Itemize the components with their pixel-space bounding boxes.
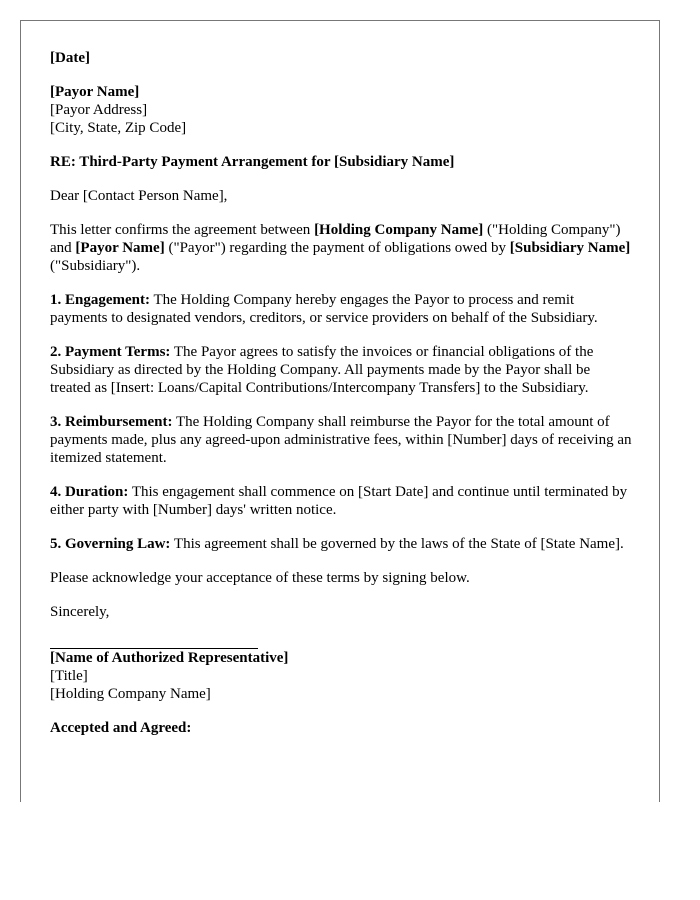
intro-text-1: This letter confirms the agreement between xyxy=(50,222,315,238)
signatory-name: [Name of Authorized Representative] xyxy=(50,650,289,666)
section-governing-law xyxy=(50,535,634,553)
intro-paragraph xyxy=(50,221,634,275)
section-text: The Holding Company hereby engages the Payor to process and remit payments to designated vendors, creditors, or service providers on behalf of the Subsidiary. xyxy=(50,292,598,326)
section-engagement xyxy=(50,291,634,327)
recipient-city-state-zip: [City, State, Zip Code] xyxy=(50,120,187,136)
subject-line: RE: Third-Party Payment Arrangement for [Subsidiary Name] xyxy=(50,154,455,170)
section-heading: 3. Reimbursement: xyxy=(50,414,173,430)
letter-date: [Date] xyxy=(50,50,90,66)
signatory-title: [Title] xyxy=(50,668,88,684)
closing: Sincerely, xyxy=(50,604,110,620)
section-heading: 5. Governing Law: xyxy=(50,536,171,552)
signatory-company: [Holding Company Name] xyxy=(50,686,211,702)
section-text: This agreement shall be governed by the laws of the State of [State Name]. xyxy=(170,536,624,552)
intro-holding-company: [Holding Company Name] xyxy=(314,222,484,238)
section-duration xyxy=(50,483,634,519)
letter-body xyxy=(50,49,634,737)
section-reimbursement xyxy=(50,413,634,467)
section-heading: 1. Engagement: xyxy=(50,292,150,308)
section-payment-terms xyxy=(50,343,634,397)
section-text: This engagement shall commence on [Start Date] and continue until terminated by either party with [Number] days' written notice. xyxy=(50,484,628,518)
recipient-address: [Payor Address] xyxy=(50,102,148,118)
intro-text-3: ("Payor") regarding the payment of obligations owed by xyxy=(164,240,510,256)
intro-text-2: ("Holding Company") and xyxy=(50,222,621,256)
accepted-and-agreed: Accepted and Agreed: xyxy=(50,720,192,736)
section-heading: 2. Payment Terms: xyxy=(50,344,171,360)
acknowledgement: Please acknowledge your acceptance of these terms by signing below. xyxy=(50,570,470,586)
salutation: Dear [Contact Person Name], xyxy=(50,188,228,204)
intro-text-4: ("Subsidiary"). xyxy=(50,258,141,274)
recipient-name: [Payor Name] xyxy=(50,84,140,100)
intro-payor: [Payor Name] xyxy=(75,240,165,256)
section-text: The Payor agrees to satisfy the invoices or financial obligations of the Subsidiary as directed by the Holding Company. All payments made by the Payor shall be treated as [Insert: Loans/Capital Contributions/Intercompany Transfers] to the Subsidiary. xyxy=(50,344,594,396)
letter-page xyxy=(20,20,660,802)
section-text: The Holding Company shall reimburse the Payor for the total amount of payments made, plus any agreed-upon administrative fees, within [Number] days of receiving an itemized statement. xyxy=(50,414,632,466)
intro-subsidiary: [Subsidiary Name] xyxy=(509,240,631,256)
section-heading: 4. Duration: xyxy=(50,484,129,500)
